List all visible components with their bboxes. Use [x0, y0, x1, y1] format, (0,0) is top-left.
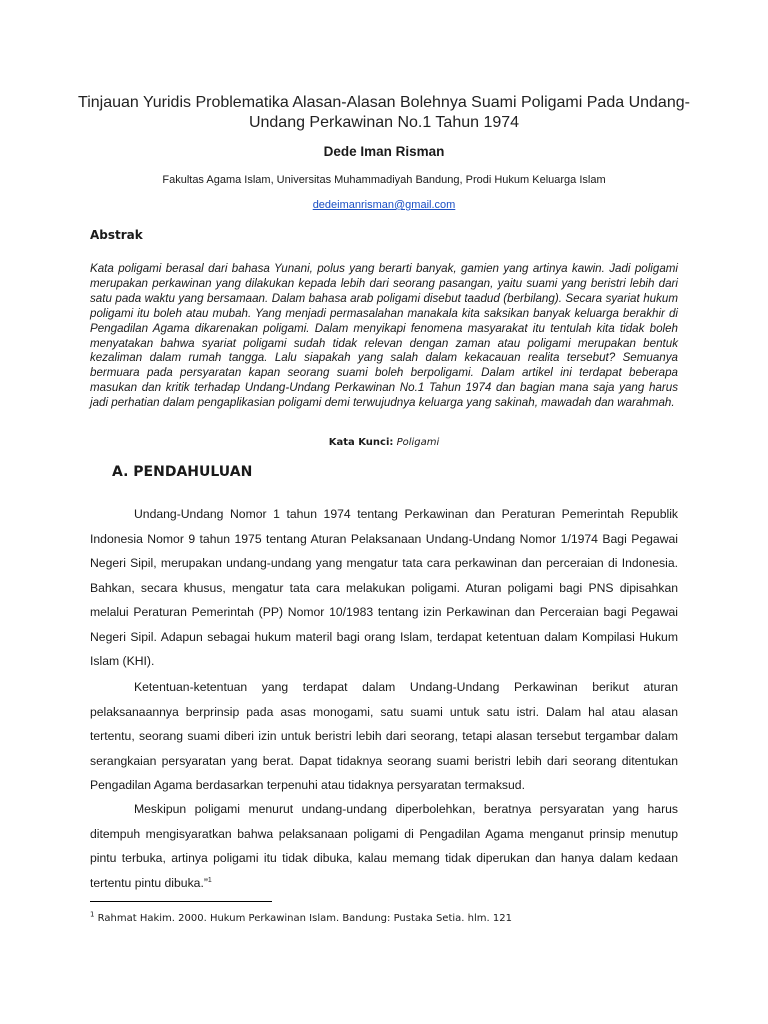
- keywords-value: Poligami: [396, 437, 440, 448]
- section-heading: A. PENDAHULUAN: [112, 464, 253, 480]
- footnote: [90, 910, 512, 924]
- abstract-heading: Abstrak: [90, 228, 143, 242]
- body-paragraph-1: Undang-Undang Nomor 1 tahun 1974 tentang Perkawinan dan Peraturan Pemerintah Republik Indonesia Nomor 9 tahun 1975 tentang Aturan Pelaksanaan Undang-Undang Nomor 1/1974 Bagi Pegawai Negeri Sipil, merupakan undang-undang yang mengatur tata cara perkawinan dan perceraian di Indonesia. Bahkan, secara khusus, mengatur tata cara melakukan poligami. Aturan poligami bagi PNS dipisahkan melalui Peraturan Pemerintah (PP) Nomor 10/1983 tentang izin Perkawinan dan Perceraian bagi Pegawai Negeri Sipil. Adapun sebagai hukum materil bagi orang Islam, terdapat ketentuan dalam Kompilasi Hukum Islam (KHI).: [90, 507, 678, 669]
- author-email-link[interactable]: dedeimanrisman@gmail.com: [312, 199, 456, 211]
- keywords-label: Kata Kunci:: [328, 437, 394, 448]
- author-name: Dede Iman Risman: [323, 144, 445, 159]
- body-paragraph-3-text: Meskipun poligami menurut undang-undang diperbolehkan, beratnya persyaratan yang harus ditempuh mengisyaratkan bahwa pelaksanaan poligami di Pengadilan Agama menganut prinsip menutup pintu terbuka, artinya poligami itu tidak dibuka, kalau memang tidak diperukan dan hanya dalam kedaan tertentu pintu dibuka.”: [90, 802, 678, 890]
- footnote-divider: [90, 901, 272, 902]
- footnote-number: 1: [90, 910, 95, 919]
- footnote-reference[interactable]: 1: [207, 876, 212, 884]
- abstract-text: Kata poligami berasal dari bahasa Yunani, polus yang berarti banyak, gamien yang artinya kawin. Jadi poligami merupakan perkawinan yang dilakukan kepada lebih dari seorang pasangan, yaitu suami yang beristri lebih dari satu pada waktu yang bersamaan. Dalam bahasa arab poligami disebut taadud (berbilang). Secara syariat hukum poligami itu boleh atau mubah. Yang menjadi permasalahan manakala kita saksikan banyak keluarga berakhir di Pengadilan Agama dikarenakan poligami. Dalam menyikapi fenomena masyarakat itu tentulah kita tidak boleh menyatakan bahwa syariat poligami sudah tidak relevan dengan zaman atau poligami merupakan bentuk kezaliman dalam rumah tangga. Lalu siapakah yang salah dalam kekacauan realita tersebut? Semuanya bermuara pada persyaratan kapan seorang suami boleh berpoligami. Dalam artikel ini terdapat beberapa masukan dan kritik terhadap Undang-Undang Perkawinan No.1 Tahun 1974 dan bagian mana saja yang harus jadi perhatian dalam pengaplikasian poligami demi terwujudnya keluarga yang sakinah, mawadah dan warahmah.: [90, 262, 678, 410]
- footnote-text: Rahmat Hakim. 2000. Hukum Perkawinan Islam. Bandung: Pustaka Setia. hlm. 121: [97, 913, 512, 924]
- keywords-line: [0, 437, 768, 448]
- body-paragraph-2: Ketentuan-ketentuan yang terdapat dalam Undang-Undang Perkawinan berikut aturan pelaksanaannya berprinsip pada asas monogami, satu suami untuk satu istri. Dalam hal atau alasan tertentu, seorang suami diberi izin untuk beristri lebih dari seorang, tetapi alasan tersebut tergambar dalam serangkaian persyaratan yang berat. Dapat tidaknya seorang suami beristri lebih dari seorang ditentukan Pengadilan Agama berdasarkan terpenuhi atau tidaknya persyaratan termaksud.: [90, 680, 678, 793]
- body-paragraph-3: [90, 797, 678, 895]
- paper-title: Tinjauan Yuridis Problematika Alasan-Alasan Bolehnya Suami Poligami Pada Undang-Undang Perkawinan No.1 Tahun 1974: [78, 94, 690, 131]
- author-affiliation: Fakultas Agama Islam, Universitas Muhammadiyah Bandung, Prodi Hukum Keluarga Islam: [162, 174, 606, 186]
